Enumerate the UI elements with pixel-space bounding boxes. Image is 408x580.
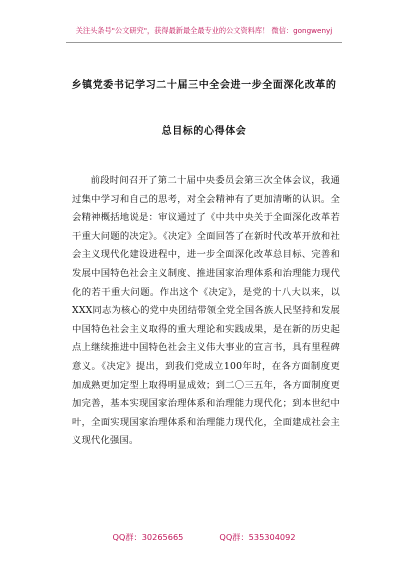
header-divider (66, 42, 342, 43)
footer-qq-group-2: QQ群：535304092 (219, 532, 296, 542)
document-title-line-1: 乡镇党委书记学习二十届三中全会进一步全面深化改革的 (71, 80, 337, 91)
footer-qq-group-1: QQ群：30265665 (112, 532, 184, 542)
footer-contact (0, 532, 408, 543)
document-title-line-2: 总目标的心得体会 (161, 126, 247, 137)
body-paragraph: 前段时间召开了第二十届中央委员会第三次全体会议，我通过集中学习和自己的思考，对全会精神有了更加清晰的认识。全会精神概括地说是：审议通过了《中共中央关于全面深化改革若干重大问题的决定》。《决定》全面回答了在新时代改革开放和社会主义现代化建设进程中，进一步全面深化改革总目标、完善和发展中国特色社会主义制度、推进国家治理体系和治理能力现代化的若干重大问题。作出这个《决定》，是党的十八大以来，以XXX同志为核心的党中央团结带领全党全国各族人民坚持和发展中国特色社会主义取得的重大理论和实践成果，是在新的历史起点上继续推进中国特色社会主义伟大事业的宣言书，具有里程碑意义。《决定》提出，到我们党成立100年时，在各方面制度更加成熟更加定型上取得明显成效；到二〇三五年，各方面制度更加完善，基本实现国家治理体系和治理能力现代化；到本世纪中叶，全面实现国家治理体系和治理能力现代化，全面建成社会主义现代化强国。 (72, 175, 340, 447)
header-banner: 关注头条号"公文研究"，获得最新最全最专业的公文资料库！ 微信：gongwenyj (75, 26, 333, 35)
